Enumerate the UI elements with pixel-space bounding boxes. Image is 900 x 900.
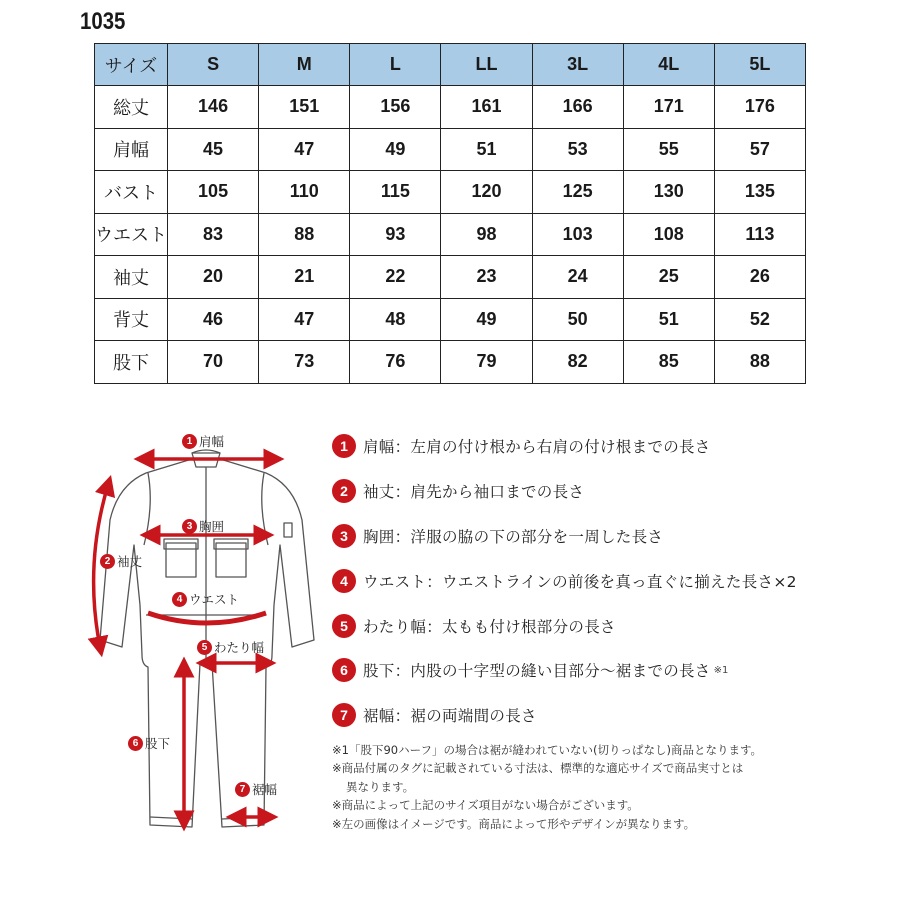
- size-col-header: 3L: [532, 44, 623, 86]
- table-cell: 79: [441, 341, 532, 384]
- table-cell: 46: [168, 298, 259, 341]
- table-cell: 70: [168, 341, 259, 384]
- table-row: [95, 298, 806, 341]
- number-badge: 5: [197, 640, 212, 655]
- table-cell: 156: [350, 86, 441, 129]
- table-cell: 51: [623, 298, 714, 341]
- table-cell: 88: [259, 213, 350, 256]
- table-cell: 93: [350, 213, 441, 256]
- table-cell: 50: [532, 298, 623, 341]
- table-row: [95, 128, 806, 171]
- row-label: 股下: [95, 341, 168, 384]
- fig-label-thigh: [197, 638, 264, 656]
- footnote-continuation: 異なります。: [346, 779, 415, 794]
- table-cell: 22: [350, 256, 441, 299]
- model-number: 1035: [80, 8, 126, 35]
- table-row: [95, 256, 806, 299]
- table-cell: 125: [532, 171, 623, 214]
- table-row: [95, 213, 806, 256]
- table-cell: 115: [350, 171, 441, 214]
- table-cell: 49: [441, 298, 532, 341]
- table-cell: 45: [168, 128, 259, 171]
- number-badge: 2: [100, 554, 115, 569]
- footnotes: [332, 741, 812, 833]
- table-cell: 105: [168, 171, 259, 214]
- fig-label-text: 袖丈: [117, 554, 143, 569]
- fig-label-sleeve: [100, 552, 142, 570]
- table-cell: 55: [623, 128, 714, 171]
- fig-label-text: 股下: [145, 736, 171, 751]
- legend-text: ウエスト：ウエストラインの前後を真っ直ぐに揃えた長さ×2: [363, 573, 797, 591]
- legend-text: 裾幅：裾の両端間の長さ: [363, 707, 537, 725]
- footnote: ※商品付属のタグに記載されている寸法は、標準的な適応サイズで商品実寸とは: [332, 761, 744, 776]
- table-cell: 23: [441, 256, 532, 299]
- table-cell: 24: [532, 256, 623, 299]
- size-col-header: M: [259, 44, 350, 86]
- row-label: 肩幅: [95, 128, 168, 171]
- number-badge: 4: [332, 569, 356, 593]
- legend-item: [332, 477, 584, 505]
- legend-text: わたり幅：太もも付け根部分の長さ: [363, 618, 616, 636]
- row-label: 総丈: [95, 86, 168, 129]
- size-col-header: 4L: [623, 44, 714, 86]
- table-cell: 98: [441, 213, 532, 256]
- table-cell: 161: [441, 86, 532, 129]
- legend-item: [332, 612, 616, 640]
- table-cell: 88: [714, 341, 805, 384]
- table-cell: 49: [350, 128, 441, 171]
- fig-label-inseam: [128, 734, 170, 752]
- legend-text: 肩幅：左肩の付け根から右肩の付け根までの長さ: [363, 438, 711, 456]
- table-cell: 51: [441, 128, 532, 171]
- table-cell: 151: [259, 86, 350, 129]
- footnote: ※商品によって上記のサイズ項目がない場合がございます。: [332, 798, 639, 813]
- table-cell: 20: [168, 256, 259, 299]
- number-badge: 5: [332, 614, 356, 638]
- table-cell: 76: [350, 341, 441, 384]
- number-badge: 6: [128, 736, 143, 751]
- table-row: [95, 171, 806, 214]
- legend-footnote-mark: ※1: [713, 664, 729, 676]
- row-label: バスト: [95, 171, 168, 214]
- table-cell: 113: [714, 213, 805, 256]
- coverall-figure: [88, 425, 328, 845]
- fig-label-text: ウエスト: [189, 592, 240, 607]
- table-cell: 135: [714, 171, 805, 214]
- number-badge: 1: [182, 434, 197, 449]
- size-col-header: S: [168, 44, 259, 86]
- size-col-header: 5L: [714, 44, 805, 86]
- table-cell: 47: [259, 298, 350, 341]
- number-badge: 4: [172, 592, 187, 607]
- number-badge: 2: [332, 479, 356, 503]
- number-badge: 7: [332, 703, 356, 727]
- legend-text: 袖丈：肩先から袖口までの長さ: [363, 483, 585, 501]
- table-cell: 171: [623, 86, 714, 129]
- table-cell: 83: [168, 213, 259, 256]
- fig-label-hem: [235, 780, 277, 798]
- legend-item: [332, 656, 728, 684]
- table-cell: 120: [441, 171, 532, 214]
- table-cell: 166: [532, 86, 623, 129]
- size-col-header: LL: [441, 44, 532, 86]
- fig-label-chest: [182, 517, 224, 535]
- table-cell: 25: [623, 256, 714, 299]
- footnote: ※左の画像はイメージです。商品によって形やデザインが異なります。: [332, 816, 696, 831]
- table-cell: 82: [532, 341, 623, 384]
- legend-item: [332, 701, 537, 729]
- size-col-header: L: [350, 44, 441, 86]
- table-cell: 103: [532, 213, 623, 256]
- legend-item: [332, 522, 663, 550]
- table-cell: 52: [714, 298, 805, 341]
- table-cell: 48: [350, 298, 441, 341]
- table-cell: 57: [714, 128, 805, 171]
- table-cell: 85: [623, 341, 714, 384]
- legend-item: [332, 567, 797, 595]
- size-table: [94, 43, 806, 384]
- legend-item: [332, 432, 711, 460]
- table-row: [95, 86, 806, 129]
- table-cell: 108: [623, 213, 714, 256]
- table-cell: 146: [168, 86, 259, 129]
- fig-label-text: 肩幅: [199, 434, 225, 449]
- row-label: ウエスト: [95, 213, 168, 256]
- number-badge: 3: [332, 524, 356, 548]
- table-row: [95, 341, 806, 384]
- table-cell: 26: [714, 256, 805, 299]
- coverall-illustration: [88, 425, 328, 845]
- number-badge: 7: [235, 782, 250, 797]
- legend-text: 股下：内股の十字型の縫い目部分〜裾までの長さ: [363, 662, 711, 680]
- table-cell: 110: [259, 171, 350, 214]
- size-header-row: [95, 44, 806, 86]
- legend-text: 胸囲：洋服の脇の下の部分を一周した長さ: [363, 528, 664, 546]
- fig-label-text: 胸囲: [199, 519, 225, 534]
- number-badge: 6: [332, 658, 356, 682]
- table-cell: 53: [532, 128, 623, 171]
- fig-label-text: わたり幅: [214, 640, 265, 655]
- footnote: ※1「股下90ハーフ」の場合は裾が縫われていない(切りっぱなし)商品となります。: [332, 743, 763, 757]
- fig-label-waist: [172, 590, 239, 608]
- table-cell: 73: [259, 341, 350, 384]
- fig-label-text: 裾幅: [252, 782, 278, 797]
- table-cell: 176: [714, 86, 805, 129]
- table-cell: 130: [623, 171, 714, 214]
- table-cell: 21: [259, 256, 350, 299]
- table-cell: 47: [259, 128, 350, 171]
- number-badge: 3: [182, 519, 197, 534]
- size-header-label: サイズ: [95, 44, 168, 86]
- row-label: 袖丈: [95, 256, 168, 299]
- number-badge: 1: [332, 434, 356, 458]
- fig-label-shoulder: [182, 432, 224, 450]
- row-label: 背丈: [95, 298, 168, 341]
